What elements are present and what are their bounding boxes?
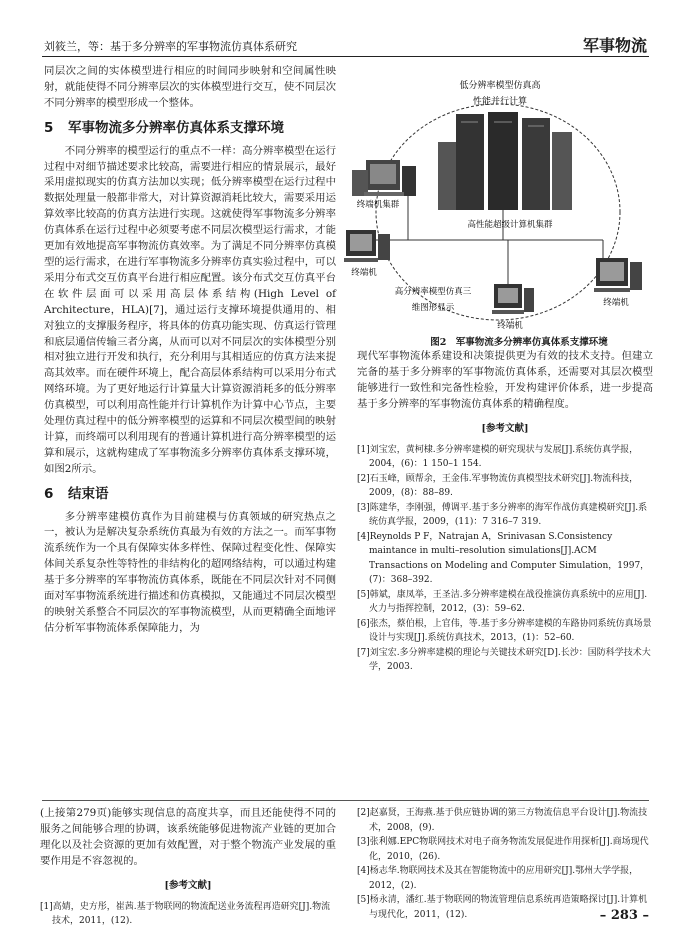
references-heading: [参考文献] [481, 422, 529, 434]
high-res-label-line2: 维图形显示 [411, 303, 455, 313]
section-5-title: 军事物流多分辨率仿真体系支撑环境 [68, 119, 284, 136]
reference-item: [2]石玉峰，顾帮余，王金伟.军事物流仿真模型技术研究[J].物流科技，2009，(8)：88–89. [357, 473, 639, 499]
section-5-heading [44, 121, 336, 137]
terminal-bottom-label: 终端机 [497, 321, 523, 331]
terminal-bottom-icon [492, 284, 534, 314]
bottom-references-list [40, 900, 336, 929]
top-label-line1: 低分辨率模型仿真高 [459, 81, 541, 91]
figure-2 [338, 62, 656, 332]
supercomputer-cluster-label: 高性能超级计算机集群 [467, 220, 553, 230]
right-column [357, 349, 653, 675]
article-divider [42, 800, 649, 801]
terminal-cluster-icon [352, 160, 416, 196]
bottom-references-heading: [参考文献] [164, 879, 212, 891]
reference-item: [2]赵嘉贤，王海燕.基于供应链协调的第三方物流信息平台设计[J].物流技术，2008，(9). [357, 808, 648, 833]
reference-item: [1]高婧，史方彤，崔茜.基于物联网的物流配送业务流程再造研究[J].物流技术，2011，(12). [40, 901, 331, 927]
figure-2-diagram [338, 62, 656, 332]
reference-item: [7]刘宝宏.多分辨率建模的理论与关键技术研究[D].长沙：国防科学技术大学，2003. [357, 647, 651, 673]
section-6-paragraph: 多分辨率建模仿真作为目前建模与仿真领域的研究热点之一，被认为是解决复杂系统仿真最为有效的方法之一。而军事物流系统作为一个具有保障实体多样性、保障过程变化性、保障实体间关系复杂性等特性的非结构化的超网络结构，可以通过构建基于多分辨率的军事物流仿真体系，既能在不同层次针对不同侧面对军事物流系统进行描述和仿真模拟，又能通过不同层次模型的映射关系整合不同层次的军事物流模型，从而更精确全面地评估分析军事物流体系保障能力，为 [44, 510, 336, 634]
intro-paragraph: 同层次之间的实体模型进行相应的时间同步映射和空间属性映射，就能使得不同分辨率层次的实体模型进行交互，使不同层次不同分辨率的模型形成一个整体。 [44, 65, 336, 109]
journal-section-title: 军事物流 [582, 36, 647, 55]
conclusion-continued: 现代军事物流体系建设和决策提供更为有效的技术支持。但建立完备的基于多分辨率的军事物流仿真体系，还需要对其层次模型能够进行一致性和完备性检验，开发构建评价体系，进一步提高基于多分辨率的军事物流仿真体系的精确程度。 [357, 350, 653, 410]
header-rule [42, 56, 649, 57]
left-column [44, 64, 336, 637]
reference-item: [3]张利娜.EPC物联网技术对电子商务物流发展促进作用探析[J].商场现代化，2010，(26). [357, 837, 649, 862]
reference-item: [1]刘宝宏，黄柯棣.多分辨率建模的研究现状与发展[J].系统仿真学报，2004，(6)：1 150–1 154. [357, 444, 639, 470]
continued-article-text: (上接第279页)能够实现信息的高度共享，而且还能使得不同的服务之间能够合理的协调，该系统能够促进物流产业链的更加合理化以及社会资源的更加有效配置，对于整个物流产业发展的重要作用是不容忽视的。 [40, 807, 336, 867]
reference-item: [5]杨永清，潘红.基于物联网的物流管理信息系统再造策略探讨[J].计算机与现代化，2011，(12). [357, 895, 648, 920]
reference-item: [6]张杰，蔡伯根，上官伟，等.基于多分辨率建模的车路协同系统仿真场景设计与实现[J].系统仿真技术，2013，(1)：52–60. [357, 618, 652, 644]
bottom-right-column [357, 806, 653, 922]
top-label-line2: 性能并行计算 [472, 97, 528, 107]
reference-item: [5]韩斌，康凤举，王圣洁.多分辨率建模在战役推演仿真系统中的应用[J].火力与指挥控制，2012，(3)：59–62. [357, 589, 648, 615]
page-number: – 283 – [599, 908, 649, 923]
terminal-right-label: 终端机 [603, 298, 629, 308]
reference-item: [4]杨志华.物联网技术及其在智能物流中的应用研究[J].鄂州大学学报，2012，(2). [357, 866, 639, 891]
running-header: 刘筱兰，等：基于多分辨率的军事物流仿真体系研究 [44, 40, 297, 53]
high-res-label-line1: 高分辨率模型仿真三 [394, 287, 472, 297]
terminal-left-label: 终端机 [351, 268, 377, 278]
reference-item: [4]Reynolds P F，Natrajan A，Srinivasan S.Consistency maintance in multi–resolution simulations[J].ACM Transactions on Modeling and Computer Simulation，1997，(7)：368–392. [357, 531, 650, 586]
section-6-number: 6 [44, 485, 54, 502]
supercomputer-cluster-icon [438, 112, 572, 210]
section-6-title: 结束语 [68, 485, 109, 502]
terminal-right-icon [594, 258, 642, 292]
terminal-cluster-label: 终端机集群 [356, 200, 400, 210]
section-5-number: 5 [44, 119, 54, 136]
references-list [357, 443, 653, 675]
reference-item: [3]陈建华，李刚强，傅调平.基于多分辨率的海军作战仿真建模研究[J].系统仿真学报，2009，(11)：7 316–7 319. [357, 502, 648, 528]
figure-2-caption: 图2 军事物流多分辨率仿真体系支撑环境 [430, 337, 608, 348]
section-5-paragraph: 不同分辨率的模型运行的重点不一样：高分辨率模型在运行过程中对细节描述要求比较高，需要进行相应的情景展示，最好采用虚拟现实的仿真方法加以实现；低分辨率模型在运行过程中数据处理量一般都非常大，对计算资源消耗比较大，需要采用运算效率比较高的仿真方法进行实现。这就使得军事物流多分辨率仿真体系在运行过程中必须要考虑不同层次模型运行需求，才能更加有效地提高军事物流仿真效率。为了满足不同分辨率仿真模型的运行需求，在进行军事物流多分辨率仿真实验过程中，可以采用分布式交互仿真平台进行相应配置。该分布式交互仿真平台在软件层面可以采用高层体系结构(High Level of Architecture，HLA)[7]，通过运行支撑环境提供通用的、相对独立的支撑服务程序，将具体的仿真功能实现、仿真运行管理和底层通信传输三者分离，从而可以对不同层次的实体模型分别相对独立进行开发和执行，充分利用与其相适应的仿真方法来提高其效率。而在硬件环境上，配合高层体系结构可以采用分布式网络环境。为了更好地运行计算量大计算资源消耗多的低分辨率仿真模型，可以利用高性能并行计算机作为计算中心节点，主要处理仿真过程中的低分辨率模型的运算和不同层次模型间的映射计算，而终端可以利用现有的普通计算机进行高分辨率模型的运算和展示，这就构建成了军事物流多分辨率仿真体系支撑环境，如图2所示。 [44, 144, 336, 475]
section-6-heading [44, 487, 336, 503]
bottom-left-column [40, 806, 336, 929]
terminal-left-icon [344, 230, 390, 262]
